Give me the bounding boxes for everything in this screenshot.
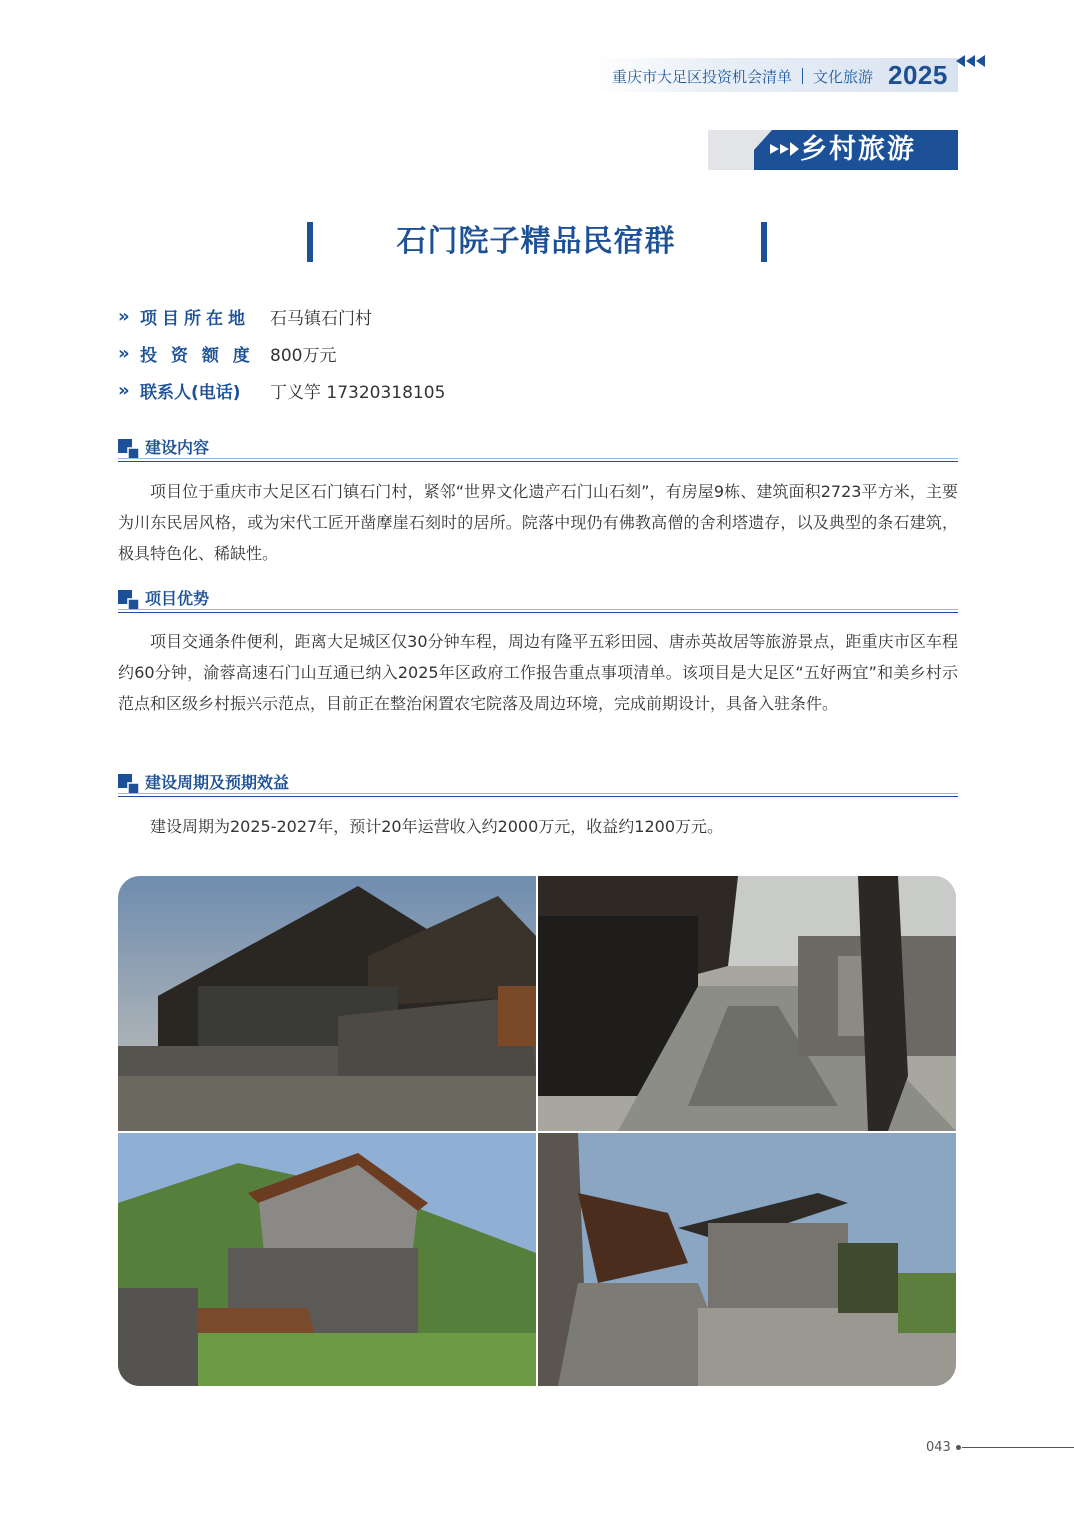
- page-number-rule: [962, 1447, 1074, 1448]
- title-bar-right: [761, 222, 767, 262]
- section-square-icon: [118, 590, 140, 610]
- section-rule: [118, 796, 958, 797]
- double-chevron-icon: »: [118, 379, 130, 401]
- section-heading-schedule: [118, 771, 958, 797]
- publication-title: 重庆市大足区投资机会清单: [612, 67, 793, 86]
- info-value: 800万元: [270, 345, 337, 366]
- render-photo-stone-house: [118, 1133, 536, 1386]
- double-arrow-right-icon: [770, 140, 804, 158]
- double-chevron-icon: »: [118, 342, 130, 364]
- info-row-contact: [118, 376, 445, 404]
- render-photo-stairs: [538, 1133, 956, 1386]
- info-label: 项目所在地: [140, 308, 250, 329]
- info-row-location: [118, 302, 372, 330]
- render-illustration: [118, 1133, 536, 1386]
- page-number-dot: [956, 1445, 961, 1450]
- section-title: 建设周期及预期效益: [145, 773, 290, 792]
- section-rule: [118, 461, 958, 462]
- info-row-investment: [118, 339, 336, 367]
- section-body: 建设周期为2025-2027年，预计20年运营收入约2000万元，收益约1200万元。: [150, 817, 724, 836]
- header-year: 2025: [888, 60, 948, 90]
- info-label: 投 资 额 度: [140, 345, 254, 366]
- section-title: 项目优势: [145, 589, 210, 608]
- section-heading-construction: [118, 436, 958, 462]
- render-photo-roofs: [118, 876, 536, 1131]
- render-illustration: [538, 876, 956, 1131]
- double-chevron-icon: »: [118, 305, 130, 327]
- section-tag-label: 乡村旅游: [800, 134, 916, 165]
- triple-arrow-left-icon: [956, 54, 986, 68]
- render-illustration: [538, 1133, 956, 1386]
- section-square-icon: [118, 439, 140, 459]
- header-divider: [802, 68, 803, 84]
- section-body: 项目交通条件便利，距离大足城区仅30分钟车程，周边有隆平五彩田园、唐赤英故居等旅游景点，距重庆市区车程约60分钟，渝蓉高速石门山互通已纳入2025年区政府工作报告重点事项清单。该项目是大足区“五好两宜”和美乡村示范点和区级乡村振兴示范点，目前正在整治闲置农宅院落及周边环境，完成前期设计，具备入驻条件。: [118, 632, 958, 713]
- project-photo-grid: [118, 876, 956, 1386]
- section-title: 建设内容: [145, 438, 210, 457]
- title-bar-left: [307, 222, 313, 262]
- section-heading-advantages: [118, 587, 958, 613]
- render-illustration: [118, 876, 536, 1131]
- info-value: 丁义竽 17320318105: [270, 382, 446, 403]
- section-rule-light: [118, 458, 958, 459]
- page-number: 043: [926, 1440, 951, 1455]
- render-photo-courtyard: [538, 876, 956, 1131]
- category-label: 文化旅游: [813, 67, 874, 86]
- section-body: 项目位于重庆市大足区石门镇石门村，紧邻“世界文化遗产石门山石刻”，有房屋9栋、建筑面积2723平方米，主要为川东民居风格，或为宋代工匠开凿摩崖石刻时的居所。院落中现仍有佛教高僧的舍利塔遗存，以及典型的条石建筑，极具特色化、稀缺性。: [118, 482, 958, 563]
- page-title: 石门院子精品民宿群: [396, 224, 676, 259]
- section-square-icon: [118, 774, 140, 794]
- section-rule: [118, 612, 958, 613]
- info-value: 石马镇石门村: [270, 308, 372, 329]
- header-publication: [612, 64, 873, 88]
- section-rule-light: [118, 609, 958, 610]
- section-rule-light: [118, 793, 958, 794]
- info-label: 联系人(电话): [140, 382, 241, 403]
